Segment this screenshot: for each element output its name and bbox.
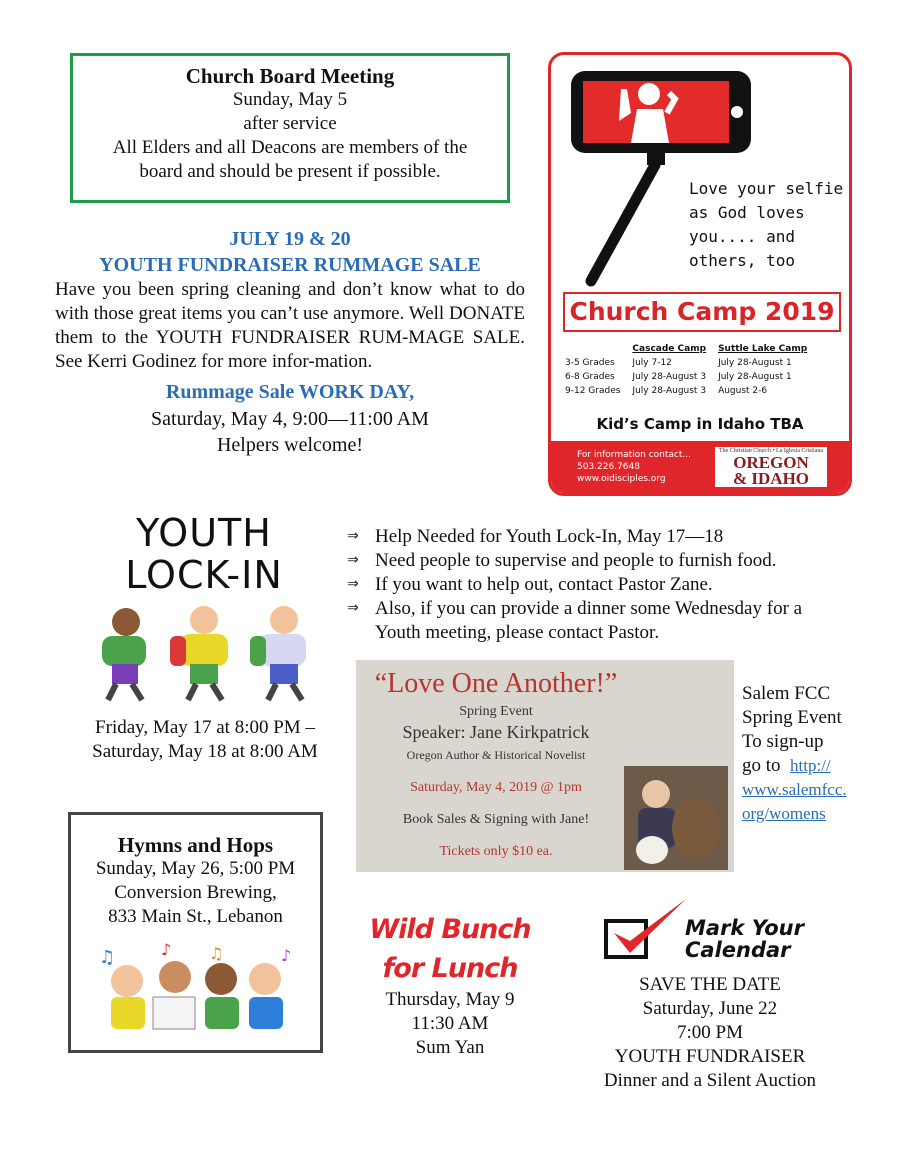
- mark-text: [685, 917, 804, 961]
- board-time: after service: [243, 113, 337, 134]
- rummage-title: YOUTH FUNDRAISER RUMMAGE SALE: [99, 254, 481, 276]
- board-note-1: All Elders and all Deacons are members of the: [112, 137, 468, 158]
- hymns-and-hops-box: [68, 812, 323, 1053]
- bullet-text: If you want to help out, contact Pastor Zane.: [375, 574, 713, 595]
- hymns-title: Hymns and Hops: [117, 833, 274, 857]
- camp-tagline-4: others, too: [689, 251, 795, 270]
- arrow-icon: ⇒: [347, 577, 359, 592]
- grade-cell: 6-8 Grades: [565, 372, 615, 382]
- lockin-bullets: [347, 525, 847, 645]
- lockin-end: Saturday, May 18 at 8:00 AM: [92, 741, 318, 762]
- bullet-text: Also, if you can provide a dinner some Wednesday for a Youth meeting, please contact Pastor.: [375, 598, 803, 643]
- save-line-5: Dinner and a Silent Auction: [603, 1070, 817, 1091]
- hymns-address: 833 Main St., Lebanon: [108, 906, 283, 927]
- list-item: [347, 597, 847, 645]
- salem-line-3: To sign-up: [742, 731, 824, 752]
- lockin-dates: [70, 716, 340, 764]
- board-meeting-box: [70, 53, 510, 203]
- spring-event-title: “Love One Another!”: [374, 668, 618, 699]
- salem-link-part-2[interactable]: www.salemfcc.: [742, 780, 847, 799]
- spring-event-books: Book Sales & Signing with Jane!: [402, 812, 590, 827]
- singing-people-illustration: [91, 941, 301, 1031]
- list-item: [347, 525, 847, 549]
- camp-schedule-table: [559, 342, 813, 398]
- board-date: Sunday, May 5: [232, 89, 348, 110]
- logo-idaho: & IDAHO: [732, 469, 810, 488]
- table-row: [559, 384, 813, 398]
- salem-line-4: [742, 754, 872, 778]
- salem-signup: [742, 682, 872, 826]
- spring-event-date: Saturday, May 4, 2019 @ 1pm: [410, 780, 582, 795]
- camp-header-cascade: Cascade Camp: [632, 344, 707, 354]
- spring-event-speaker: Speaker: Jane Kirkpatrick: [402, 722, 590, 742]
- lockin-title: [84, 512, 324, 596]
- hymns-date: Sunday, May 26, 5:00 PM: [95, 858, 296, 879]
- save-line-2: Saturday, June 22: [642, 998, 778, 1019]
- suttle-cell: July 28-August 1: [718, 372, 792, 382]
- workday-note: Helpers welcome!: [216, 434, 364, 456]
- lockin-title-1: YOUTH: [136, 511, 272, 555]
- workday-title: Rummage Sale WORK DAY,: [165, 381, 415, 403]
- spring-event-label: Spring Event: [459, 704, 533, 719]
- board-title: Church Board Meeting: [185, 64, 395, 88]
- suttle-cell: July 28-August 1: [718, 358, 792, 368]
- grade-cell: 9-12 Grades: [565, 386, 621, 396]
- arrow-icon: ⇒: [347, 601, 359, 616]
- rummage-body: Have you been spring cleaning and don’t know what to do with those great items you can’t use anymore. Well DONATE them to the YOUTH FUNDRAISER RUM-MAGE SALE. See Kerri Godinez for more infor-mation.: [55, 279, 525, 372]
- camp-banner: Church Camp 2019: [563, 292, 841, 332]
- wild-bunch-place: Sum Yan: [415, 1037, 485, 1058]
- checkmark-icon: [600, 895, 690, 965]
- rummage-section: [55, 226, 525, 458]
- contact-phone: 503.226.7648: [577, 462, 640, 472]
- table-row: [559, 370, 813, 384]
- mark-text-1: Mark Your: [685, 916, 804, 940]
- hymns-venue: Conversion Brewing,: [114, 882, 277, 903]
- salem-link-part-3[interactable]: org/womens: [742, 804, 826, 823]
- camp-header-suttle: Suttle Lake Camp: [718, 344, 808, 354]
- kids-walking-illustration: [86, 600, 326, 705]
- spring-event-tickets: Tickets only $10 ea.: [439, 844, 553, 859]
- wild-bunch-date: Thursday, May 9: [385, 989, 515, 1010]
- church-camp-poster: [548, 52, 852, 496]
- board-note-2: board and should be present if possible.: [139, 161, 441, 182]
- wild-bunch-title-1: Wild Bunch: [369, 914, 531, 945]
- wild-bunch-title-2: for Lunch: [382, 953, 518, 984]
- cascade-cell: July 7-12: [632, 358, 672, 368]
- cascade-cell: July 28-August 3: [632, 386, 707, 396]
- save-the-date: [560, 973, 860, 1093]
- camp-tagline: [689, 177, 843, 273]
- salem-line-1: Salem FCC: [742, 683, 831, 704]
- save-line-3: 7:00 PM: [677, 1022, 743, 1043]
- contact-label: For information contact...: [577, 450, 691, 460]
- camp-tagline-3: you.... and: [689, 227, 795, 246]
- suttle-cell: August 2-6: [718, 386, 768, 396]
- spring-event-card: [356, 660, 734, 872]
- lockin-start: Friday, May 17 at 8:00 PM –: [95, 717, 315, 738]
- wild-bunch-lunch: [360, 910, 540, 1060]
- camp-footer: [551, 441, 849, 493]
- mark-text-2: Calendar: [685, 938, 791, 962]
- lockin-title-2: LOCK-IN: [125, 553, 283, 597]
- logo-oregon: OREGON: [733, 453, 809, 472]
- svg-text:♫: ♫: [98, 947, 115, 968]
- camp-tagline-1: Love your selfie: [689, 179, 844, 198]
- svg-text:♪: ♪: [280, 946, 291, 965]
- salem-line-2: Spring Event: [742, 707, 842, 728]
- oregon-idaho-logo: [715, 447, 827, 487]
- save-line-4: YOUTH FUNDRAISER: [614, 1046, 806, 1067]
- bullet-text: Help Needed for Youth Lock-In, May 17—18: [375, 526, 724, 547]
- camp-contact: [577, 449, 691, 485]
- list-item: [347, 549, 847, 573]
- wild-bunch-time: 11:30 AM: [411, 1013, 489, 1034]
- table-row: [559, 356, 813, 370]
- arrow-icon: ⇒: [347, 529, 359, 544]
- camp-header-blank: [559, 342, 626, 356]
- author-photo: [624, 766, 728, 870]
- arrow-icon: ⇒: [347, 553, 359, 568]
- save-line-1: SAVE THE DATE: [639, 974, 781, 995]
- author-with-dogs-image: [624, 766, 728, 870]
- spring-event-author: Oregon Author & Historical Novelist: [406, 748, 586, 762]
- mark-your-calendar: [600, 895, 830, 970]
- contact-website[interactable]: www.oidisciples.org: [577, 474, 666, 484]
- svg-text:♫: ♫: [208, 944, 223, 963]
- list-item: [347, 573, 847, 597]
- logo-subtext: The Christian Church • La Iglesia Cristiana: [718, 448, 824, 454]
- bullet-text: Need people to supervise and people to furnish food.: [375, 550, 777, 571]
- kids-camp-note: Kid’s Camp in Idaho TBA: [596, 415, 804, 433]
- svg-text:♪: ♪: [160, 941, 171, 959]
- grade-cell: 3-5 Grades: [565, 358, 615, 368]
- workday-time: Saturday, May 4, 9:00—11:00 AM: [151, 408, 429, 430]
- rummage-date: JULY 19 & 20: [229, 228, 351, 250]
- salem-link-part-1[interactable]: http://: [790, 756, 831, 775]
- camp-tagline-2: as God loves: [689, 203, 805, 222]
- salem-goto: go to: [742, 755, 781, 776]
- cascade-cell: July 28-August 3: [632, 372, 707, 382]
